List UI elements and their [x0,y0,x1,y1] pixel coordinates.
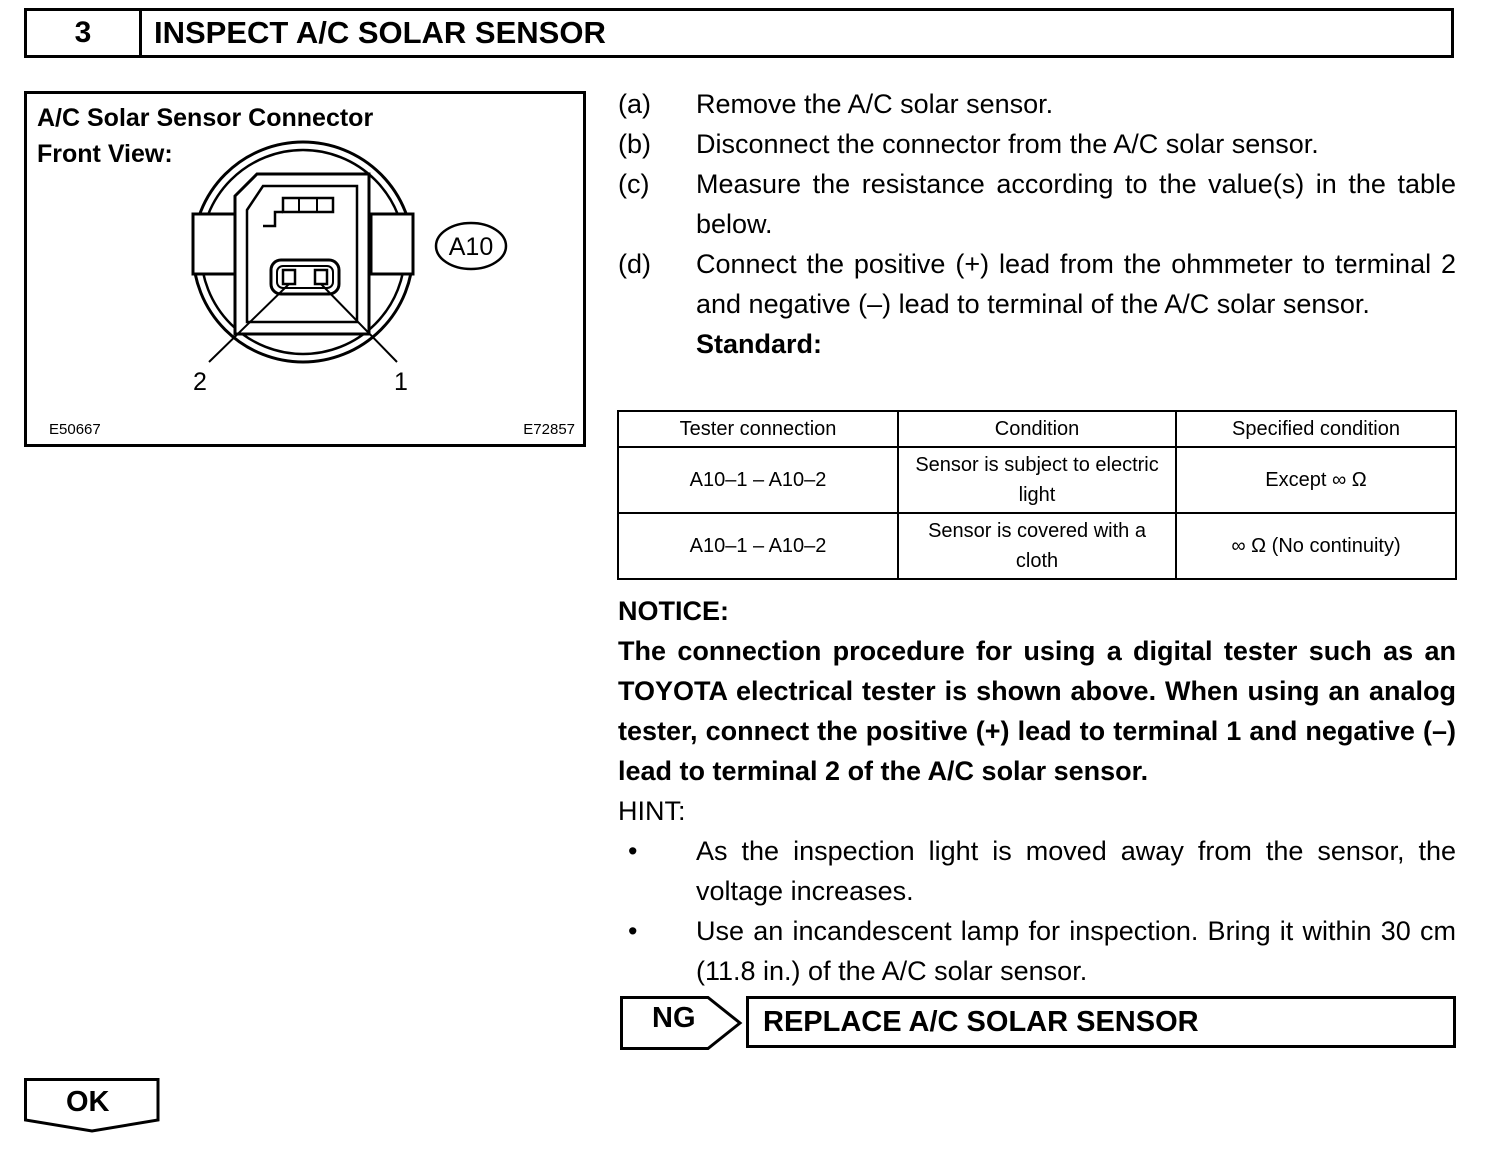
step-header [24,8,1454,58]
table-header: Specified condition [1176,411,1456,447]
notice-text: The connection procedure for using a digital tester such as an TOYOTA electrical tester is shown above. When using an analog tester, connect the positive (+) lead to terminal 1 and negative (–) lead to terminal 2 of the A/C solar sensor. [618,636,1456,786]
resistance-spec-table [617,410,1457,580]
table-cell: Sensor is covered with a cloth [898,513,1176,579]
hint-item [618,831,1456,911]
table-cell: Except ∞ Ω [1176,447,1456,513]
ng-result [620,996,744,1055]
ng-action: REPLACE A/C SOLAR SENSOR [763,1005,1199,1038]
terminal-1-label: 1 [394,368,408,396]
table-header: Condition [898,411,1176,447]
step-text: Connect the positive (+) lead from the ohmmeter to terminal 2 and negative (–) lead to terminal of the A/C solar sensor. [696,249,1456,319]
table-row [618,447,1456,513]
step-label: (a) [618,89,651,119]
hint-text: Use an incandescent lamp for inspection. Bring it within 30 cm (11.8 in.) of the A/C solar sensor. [696,916,1456,986]
step-text: Remove the A/C solar sensor. [696,89,1054,119]
figure-code-right: E72857 [523,421,575,438]
bullet-icon: • [628,836,638,866]
hint-label: HINT: [618,796,686,826]
table-cell: Sensor is subject to electric light [898,447,1176,513]
step-c [618,164,1456,244]
table-cell: ∞ Ω (No continuity) [1176,513,1456,579]
table-row [618,513,1456,579]
step-a [618,84,1456,124]
figure-title-line1: A/C Solar Sensor Connector [37,104,374,132]
bullet-icon: • [628,916,638,946]
notice-label: NOTICE: [618,596,729,626]
figure-title [37,100,373,172]
step-text: Disconnect the connector from the A/C solar sensor. [696,129,1319,159]
table-header-row [618,411,1456,447]
procedure-steps [618,84,1456,364]
step-label: (d) [618,249,651,279]
connector-label: A10 [448,233,494,261]
table-cell: A10–1 – A10–2 [618,513,898,579]
table-header: Tester connection [618,411,898,447]
table-cell: A10–1 – A10–2 [618,447,898,513]
step-b [618,124,1456,164]
ng-label: NG [652,1002,696,1034]
step-title: INSPECT A/C SOLAR SENSOR [154,15,606,50]
figure-title-line2: Front View: [37,140,173,168]
ok-result [24,1078,162,1139]
notice-section [618,591,1456,991]
terminal-2-label: 2 [193,368,207,396]
hint-item [618,911,1456,991]
step-number: 3 [27,11,142,55]
step-label: (b) [618,129,651,159]
ok-label: OK [66,1086,110,1118]
step-label: (c) [618,169,650,199]
connector-figure [24,91,586,447]
standard-label: Standard: [696,329,823,359]
hint-text: As the inspection light is moved away from the sensor, the voltage increases. [696,836,1456,906]
step-d [618,244,1456,324]
ng-action-box [746,996,1456,1048]
step-text: Measure the resistance according to the value(s) in the table below. [696,169,1456,239]
figure-code-left: E50667 [49,421,101,438]
